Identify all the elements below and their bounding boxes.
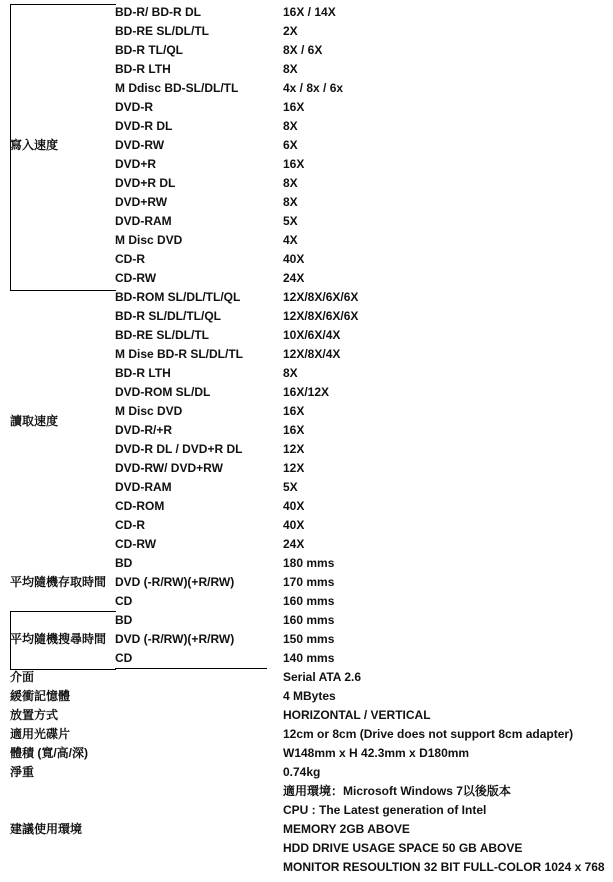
- read-speed-value: 24X: [283, 537, 305, 551]
- write-speed-value: 16X: [283, 100, 305, 114]
- write-speed-value: 2X: [283, 24, 298, 38]
- read-speed-value: 16X: [283, 423, 305, 437]
- seek-time-media: BD: [115, 613, 133, 627]
- read-speed-media: DVD-RW/ DVD+RW: [115, 461, 223, 475]
- write-speed-value: 5X: [283, 214, 298, 228]
- read-speed-media: CD-RW: [115, 537, 157, 551]
- spec-label: 體積 (寬/高/深): [10, 746, 88, 760]
- write-speed-media: CD-RW: [115, 271, 157, 285]
- seek-time-value: 150 mms: [283, 632, 335, 646]
- spec-value: 0.74kg: [283, 765, 321, 779]
- spec-label: 介面: [10, 670, 35, 684]
- write-speed-value: 24X: [283, 271, 305, 285]
- read-speed-value: 40X: [283, 499, 305, 513]
- seek-time-media: CD: [115, 651, 133, 665]
- environment-label: 建議使用環境: [10, 822, 83, 836]
- read-speed-label: 讀取速度: [10, 414, 59, 428]
- write-speed-media: DVD-R: [115, 100, 153, 114]
- write-speed-media: BD-R LTH: [115, 62, 171, 76]
- seek-time-value: 160 mms: [283, 613, 335, 627]
- write-speed-value: 16X / 14X: [283, 5, 336, 19]
- read-speed-value: 12X: [283, 461, 305, 475]
- access-time-value: 180 mms: [283, 556, 335, 570]
- access-time-media: BD: [115, 556, 133, 570]
- environment-line: 適用環境：Microsoft Windows 7以後版本: [283, 784, 511, 798]
- write-speed-media: BD-R TL/QL: [115, 43, 183, 57]
- write-speed-media: DVD+R: [115, 157, 157, 171]
- seek-time-value: 140 mms: [283, 651, 335, 665]
- environment-line: CPU : The Latest generation of Intel: [283, 803, 487, 817]
- access-time-label: 平均隨機存取時間: [10, 575, 107, 589]
- read-speed-media: CD-ROM: [115, 499, 165, 513]
- read-speed-value: 8X: [283, 366, 298, 380]
- write-speed-media: M Disc DVD: [115, 233, 183, 247]
- read-speed-value: 12X/8X/6X/6X: [283, 309, 359, 323]
- write-speed-media: DVD-RAM: [115, 214, 172, 228]
- write-speed-media: BD-RE SL/DL/TL: [115, 24, 209, 38]
- write-speed-media: DVD+RW: [115, 195, 168, 209]
- spec-label: 適用光碟片: [10, 727, 71, 741]
- read-speed-value: 12X/8X/6X/6X: [283, 290, 359, 304]
- seek-time-label: 平均隨機搜尋時間: [10, 632, 107, 646]
- read-speed-media: M Disc DVD: [115, 404, 183, 418]
- write-speed-media: DVD-RW: [115, 138, 165, 152]
- read-speed-media: M Dise BD-R SL/DL/TL: [115, 347, 243, 361]
- spec-label: 放置方式: [10, 708, 59, 722]
- read-speed-media: BD-R LTH: [115, 366, 171, 380]
- access-time-media: DVD (-R/RW)(+R/RW): [115, 575, 235, 589]
- spec-value: W148mm x H 42.3mm x D180mm: [283, 746, 470, 760]
- write-speed-value: 40X: [283, 252, 305, 266]
- read-speed-media: DVD-ROM SL/DL: [115, 385, 211, 399]
- write-speed-value: 8X: [283, 119, 298, 133]
- write-speed-media: DVD+R DL: [115, 176, 176, 190]
- seek-time-divider: [115, 668, 267, 669]
- environment-line: MONITOR RESOULTION 32 BIT FULL-COLOR 1024 x 768: [283, 860, 605, 874]
- read-speed-media: BD-ROM SL/DL/TL/QL: [115, 290, 241, 304]
- spec-label: 淨重: [10, 765, 35, 779]
- write-speed-media: M Ddisc BD-SL/DL/TL: [115, 81, 239, 95]
- write-speed-label: 寫入速度: [10, 138, 59, 152]
- write-speed-media: CD-R: [115, 252, 145, 266]
- read-speed-media: DVD-R/+R: [115, 423, 173, 437]
- access-time-media: CD: [115, 594, 133, 608]
- read-speed-media: DVD-RAM: [115, 480, 172, 494]
- write-speed-value: 4x / 8x / 6x: [283, 81, 344, 95]
- spec-value: 4 MBytes: [283, 689, 336, 703]
- read-speed-value: 5X: [283, 480, 298, 494]
- write-speed-value: 8X: [283, 195, 298, 209]
- write-speed-value: 4X: [283, 233, 298, 247]
- read-speed-media: BD-R SL/DL/TL/QL: [115, 309, 221, 323]
- read-speed-media: DVD-R DL / DVD+R DL: [115, 442, 243, 456]
- read-speed-media: CD-R: [115, 518, 145, 532]
- spec-value: 12cm or 8cm (Drive does not support 8cm adapter): [283, 727, 574, 741]
- environment-line: MEMORY 2GB ABOVE: [283, 822, 410, 836]
- access-time-value: 170 mms: [283, 575, 335, 589]
- read-speed-value: 16X: [283, 404, 305, 418]
- access-time-value: 160 mms: [283, 594, 335, 608]
- write-speed-value: 16X: [283, 157, 305, 171]
- read-speed-value: 12X/8X/4X: [283, 347, 341, 361]
- read-speed-media: BD-RE SL/DL/TL: [115, 328, 209, 342]
- spec-value: HORIZONTAL / VERTICAL: [283, 708, 431, 722]
- write-speed-media: BD-R/ BD-R DL: [115, 5, 201, 19]
- read-speed-value: 40X: [283, 518, 305, 532]
- write-speed-value: 8X: [283, 62, 298, 76]
- read-speed-value: 12X: [283, 442, 305, 456]
- spec-value: Serial ATA 2.6: [283, 670, 362, 684]
- write-speed-value: 8X / 6X: [283, 43, 323, 57]
- write-speed-value: 8X: [283, 176, 298, 190]
- write-speed-media: DVD-R DL: [115, 119, 173, 133]
- environment-line: HDD DRIVE USAGE SPACE 50 GB ABOVE: [283, 841, 523, 855]
- seek-time-media: DVD (-R/RW)(+R/RW): [115, 632, 235, 646]
- spec-label: 緩衝記憶體: [10, 689, 71, 703]
- read-speed-value: 16X/12X: [283, 385, 330, 399]
- write-speed-value: 6X: [283, 138, 298, 152]
- read-speed-value: 10X/6X/4X: [283, 328, 341, 342]
